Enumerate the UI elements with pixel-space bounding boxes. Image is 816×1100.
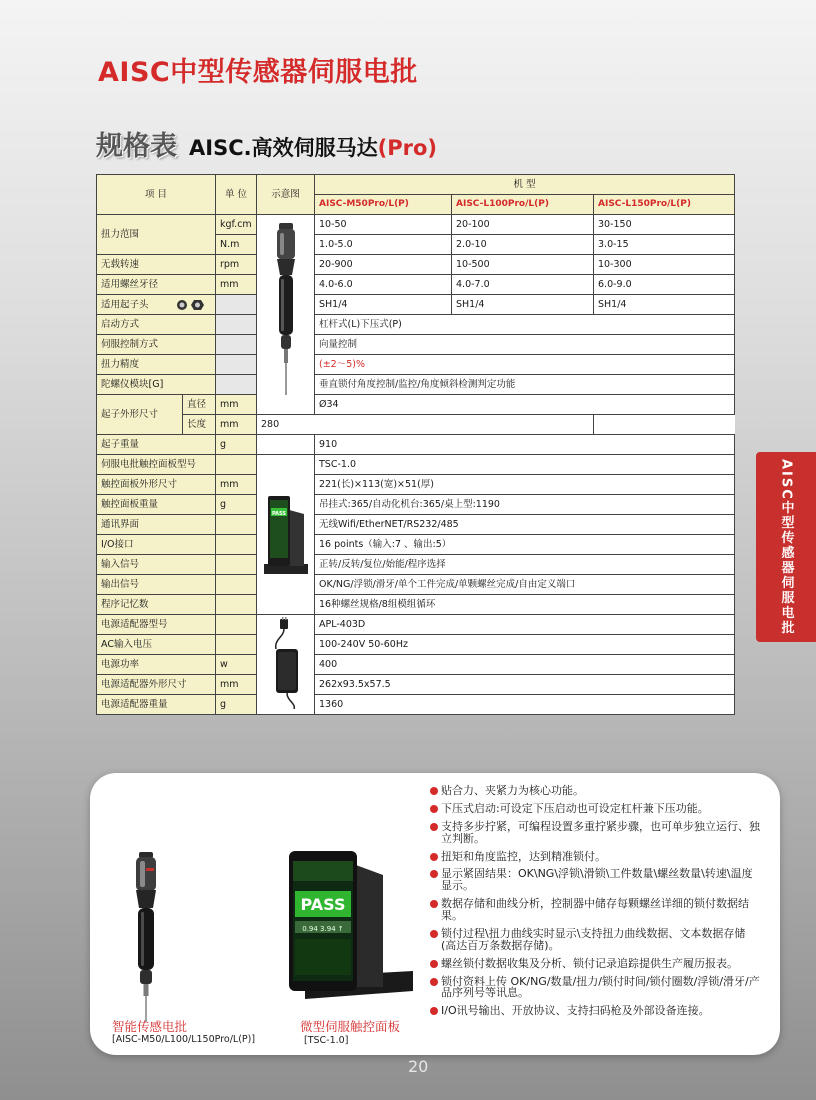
panel-row-label: 输出信号 [97, 575, 216, 595]
panel-row-value: 16种螺丝规格/8组模组循环 [315, 595, 735, 615]
diameter-unit: mm [216, 395, 257, 415]
servo-mode-value: 向量控制 [315, 335, 735, 355]
feature-list [430, 785, 760, 1023]
thread-l150: 6.0-9.0 [594, 275, 735, 295]
feature-item: 支持多步拧紧，可编程设置多重拧紧步骤，也可单步独立运行、独立判断。 [430, 821, 760, 845]
panel-model-caption: [TSC-1.0] [304, 1035, 349, 1046]
panel-row-unit [216, 535, 257, 555]
panel-row-label: 触控面板外形尺寸 [97, 475, 216, 495]
spec-heading: 规格表 [96, 131, 177, 162]
torque-unit-nm: N.m [216, 235, 257, 255]
length-label: 长度 [183, 415, 216, 435]
thread-unit: mm [216, 275, 257, 295]
spec-table [96, 174, 735, 715]
side-tab: AISC中型传感器伺服电批 [756, 452, 816, 642]
bit-l100: SH1/4 [452, 295, 594, 315]
panel-diagram-pass: PASS [271, 511, 286, 518]
gyro-unit [216, 375, 257, 395]
adapter-row-label: 电源适配器型号 [97, 615, 216, 635]
panel-row-unit: mm [216, 475, 257, 495]
dims-label: 起子外形尺寸 [97, 395, 183, 435]
torque-nm-l100: 2.0-10 [452, 235, 594, 255]
torque-nm-m50: 1.0-5.0 [315, 235, 452, 255]
panel-row-value: 吊挂式:365/自动化机台:365/桌上型:1190 [315, 495, 735, 515]
thread-l100: 4.0-7.0 [452, 275, 594, 295]
rpm-m50: 20-900 [315, 255, 452, 275]
panel-row-label: 输入信号 [97, 555, 216, 575]
adapter-row-unit: mm [216, 675, 257, 695]
screwdriver-model-caption: [AISC-M50/L100/L150Pro/L(P)] [112, 1034, 256, 1045]
adapter-row-label: 电源功率 [97, 655, 216, 675]
adapter-row-value: 100-240V 50-60Hz [315, 635, 735, 655]
touch-panel-photo-icon [285, 847, 415, 1017]
adapter-diagram [257, 615, 315, 715]
weight-unit: g [216, 435, 257, 455]
panel-row-value: 无线Wifi/EtherNET/RS232/485 [315, 515, 735, 535]
bit-unit [216, 295, 257, 315]
accuracy-unit [216, 355, 257, 375]
rpm-label: 无载转速 [97, 255, 216, 275]
rpm-unit: rpm [216, 255, 257, 275]
gyro-label: 陀螺仪模块[G] [97, 375, 216, 395]
panel-row-value: 16 points（输入:7 、输出:5） [315, 535, 735, 555]
adapter-row-value: APL-403D [315, 615, 735, 635]
servo-mode-label: 伺服控制方式 [97, 335, 216, 355]
feature-item: I/O讯号输出、开放协议、支持扫码枪及外部设备连接。 [430, 1005, 760, 1017]
accuracy-label: 扭力精度 [97, 355, 216, 375]
bit-hex-icon [176, 299, 206, 311]
length-unit: mm [216, 415, 257, 435]
screwdriver-caption: 智能传感电批 [112, 1019, 188, 1034]
feature-item: 数据存储和曲线分析，控制器中储存每颗螺丝详细的锁付数据结果。 [430, 898, 760, 922]
panel-row-value: OK/NG/浮锁/滑牙/单个工件完成/单颗螺丝完成/自由定义端口 [315, 575, 735, 595]
power-adapter-icon [266, 617, 306, 709]
panel-row-label: 通讯界面 [97, 515, 216, 535]
gyro-value: 垂直锁付角度控制/监控/角度倾斜检测判定功能 [315, 375, 735, 395]
feature-item: 螺丝锁付数据收集及分析、锁付记录追踪提供生产履历报表。 [430, 958, 760, 970]
torque-label: 扭力范围 [97, 215, 216, 255]
adapter-row-value: 262x93.5x57.5 [315, 675, 735, 695]
bit-label [97, 295, 216, 315]
adapter-row-unit [216, 635, 257, 655]
feature-item: 扭矩和角度监控，达到精准锁付。 [430, 851, 760, 863]
accuracy-value: (±2～5)% [315, 355, 735, 375]
panel-row-value: 正转/反转/复位/始能/程序选择 [315, 555, 735, 575]
bit-label-text: 适用起子头 [101, 299, 149, 310]
panel-diagram [257, 455, 315, 615]
feature-item: 下压式启动:可设定下压启动也可设定杠杆兼下压功能。 [430, 803, 760, 815]
thread-label: 适用螺丝牙径 [97, 275, 216, 295]
touch-panel-icon [260, 488, 312, 578]
start-mode-unit [216, 315, 257, 335]
model-m50: AISC-M50Pro/L(P) [315, 195, 452, 215]
panel-row-label: 程序记忆数 [97, 595, 216, 615]
panel-row-unit [216, 555, 257, 575]
start-mode-value: 杠杆式(L)下压式(P) [315, 315, 735, 335]
screwdriver-photo-icon [124, 852, 168, 1022]
screwdriver-icon [266, 219, 306, 407]
feature-item: 锁付资料上传 OK/NG/数量/扭力/锁付时间/锁付圈数/浮锁/滑牙/产品序列号等讯息。 [430, 976, 760, 1000]
header-model: 机 型 [315, 175, 735, 195]
panel-caption: 微型伺服触控面板 [300, 1019, 401, 1034]
torque-unit-kgf: kgf.cm [216, 215, 257, 235]
weight-diagram-cell [257, 435, 315, 455]
header-diagram: 示意图 [257, 175, 315, 215]
weight-label: 起子重量 [97, 435, 216, 455]
feature-item: 锁付过程\扭力曲线实时显示\支持扭力曲线数据、文本数据存储(高达百万条数据存储)。 [430, 928, 760, 952]
thread-m50: 4.0-6.0 [315, 275, 452, 295]
panel-row-label: I/O接口 [97, 535, 216, 555]
page-title: AISC中型传感器伺服电批 [98, 57, 418, 88]
adapter-row-label: 电源适配器外形尺寸 [97, 675, 216, 695]
panel-row-unit [216, 575, 257, 595]
torque-kgf-l100: 20-100 [452, 215, 594, 235]
panel-row-unit [216, 515, 257, 535]
panel-row-unit [216, 455, 257, 475]
model-l100: AISC-L100Pro/L(P) [452, 195, 594, 215]
length-value: 280 [257, 415, 594, 435]
motor-heading: AISC.高效伺服马达 [189, 136, 378, 160]
rpm-l150: 10-300 [594, 255, 735, 275]
panel-row-unit: g [216, 495, 257, 515]
rpm-l100: 10-500 [452, 255, 594, 275]
adapter-row-value: 400 [315, 655, 735, 675]
diameter-value: Ø34 [315, 395, 735, 415]
header-unit: 单 位 [216, 175, 257, 215]
pro-heading: (Pro) [377, 136, 437, 160]
model-l150: AISC-L150Pro/L(P) [594, 195, 735, 215]
adapter-row-label: AC输入电压 [97, 635, 216, 655]
bit-m50: SH1/4 [315, 295, 452, 315]
feature-item: 贴合力、夹紧力为核心功能。 [430, 785, 760, 797]
servo-mode-unit [216, 335, 257, 355]
diameter-label: 直径 [183, 395, 216, 415]
adapter-row-unit: w [216, 655, 257, 675]
bit-l150: SH1/4 [594, 295, 735, 315]
page-number: 20 [408, 1057, 429, 1076]
torque-nm-l150: 3.0-15 [594, 235, 735, 255]
header-item: 项 目 [97, 175, 216, 215]
weight-value: 910 [315, 435, 735, 455]
adapter-row-unit [216, 615, 257, 635]
panel-row-value: TSC-1.0 [315, 455, 735, 475]
adapter-row-value: 1360 [315, 695, 735, 715]
panel-row-value: 221(长)×113(宽)×51(厚) [315, 475, 735, 495]
adapter-row-label: 电源适配器重量 [97, 695, 216, 715]
screen-pass-text: PASS [300, 895, 346, 914]
panel-row-label: 触控面板重量 [97, 495, 216, 515]
torque-kgf-l150: 30-150 [594, 215, 735, 235]
screen-value-text: 0.94 3.94 ↑ [302, 925, 344, 933]
start-mode-label: 启动方式 [97, 315, 216, 335]
torque-kgf-m50: 10-50 [315, 215, 452, 235]
section-heading [96, 124, 437, 163]
screwdriver-diagram [257, 215, 315, 415]
panel-row-label: 伺服电批触控面板型号 [97, 455, 216, 475]
feature-item: 显示紧固结果：OK\NG\浮锁\滑锁\工件数量\螺丝数量\转速\温度显示。 [430, 868, 760, 892]
adapter-row-unit: g [216, 695, 257, 715]
panel-row-unit [216, 595, 257, 615]
